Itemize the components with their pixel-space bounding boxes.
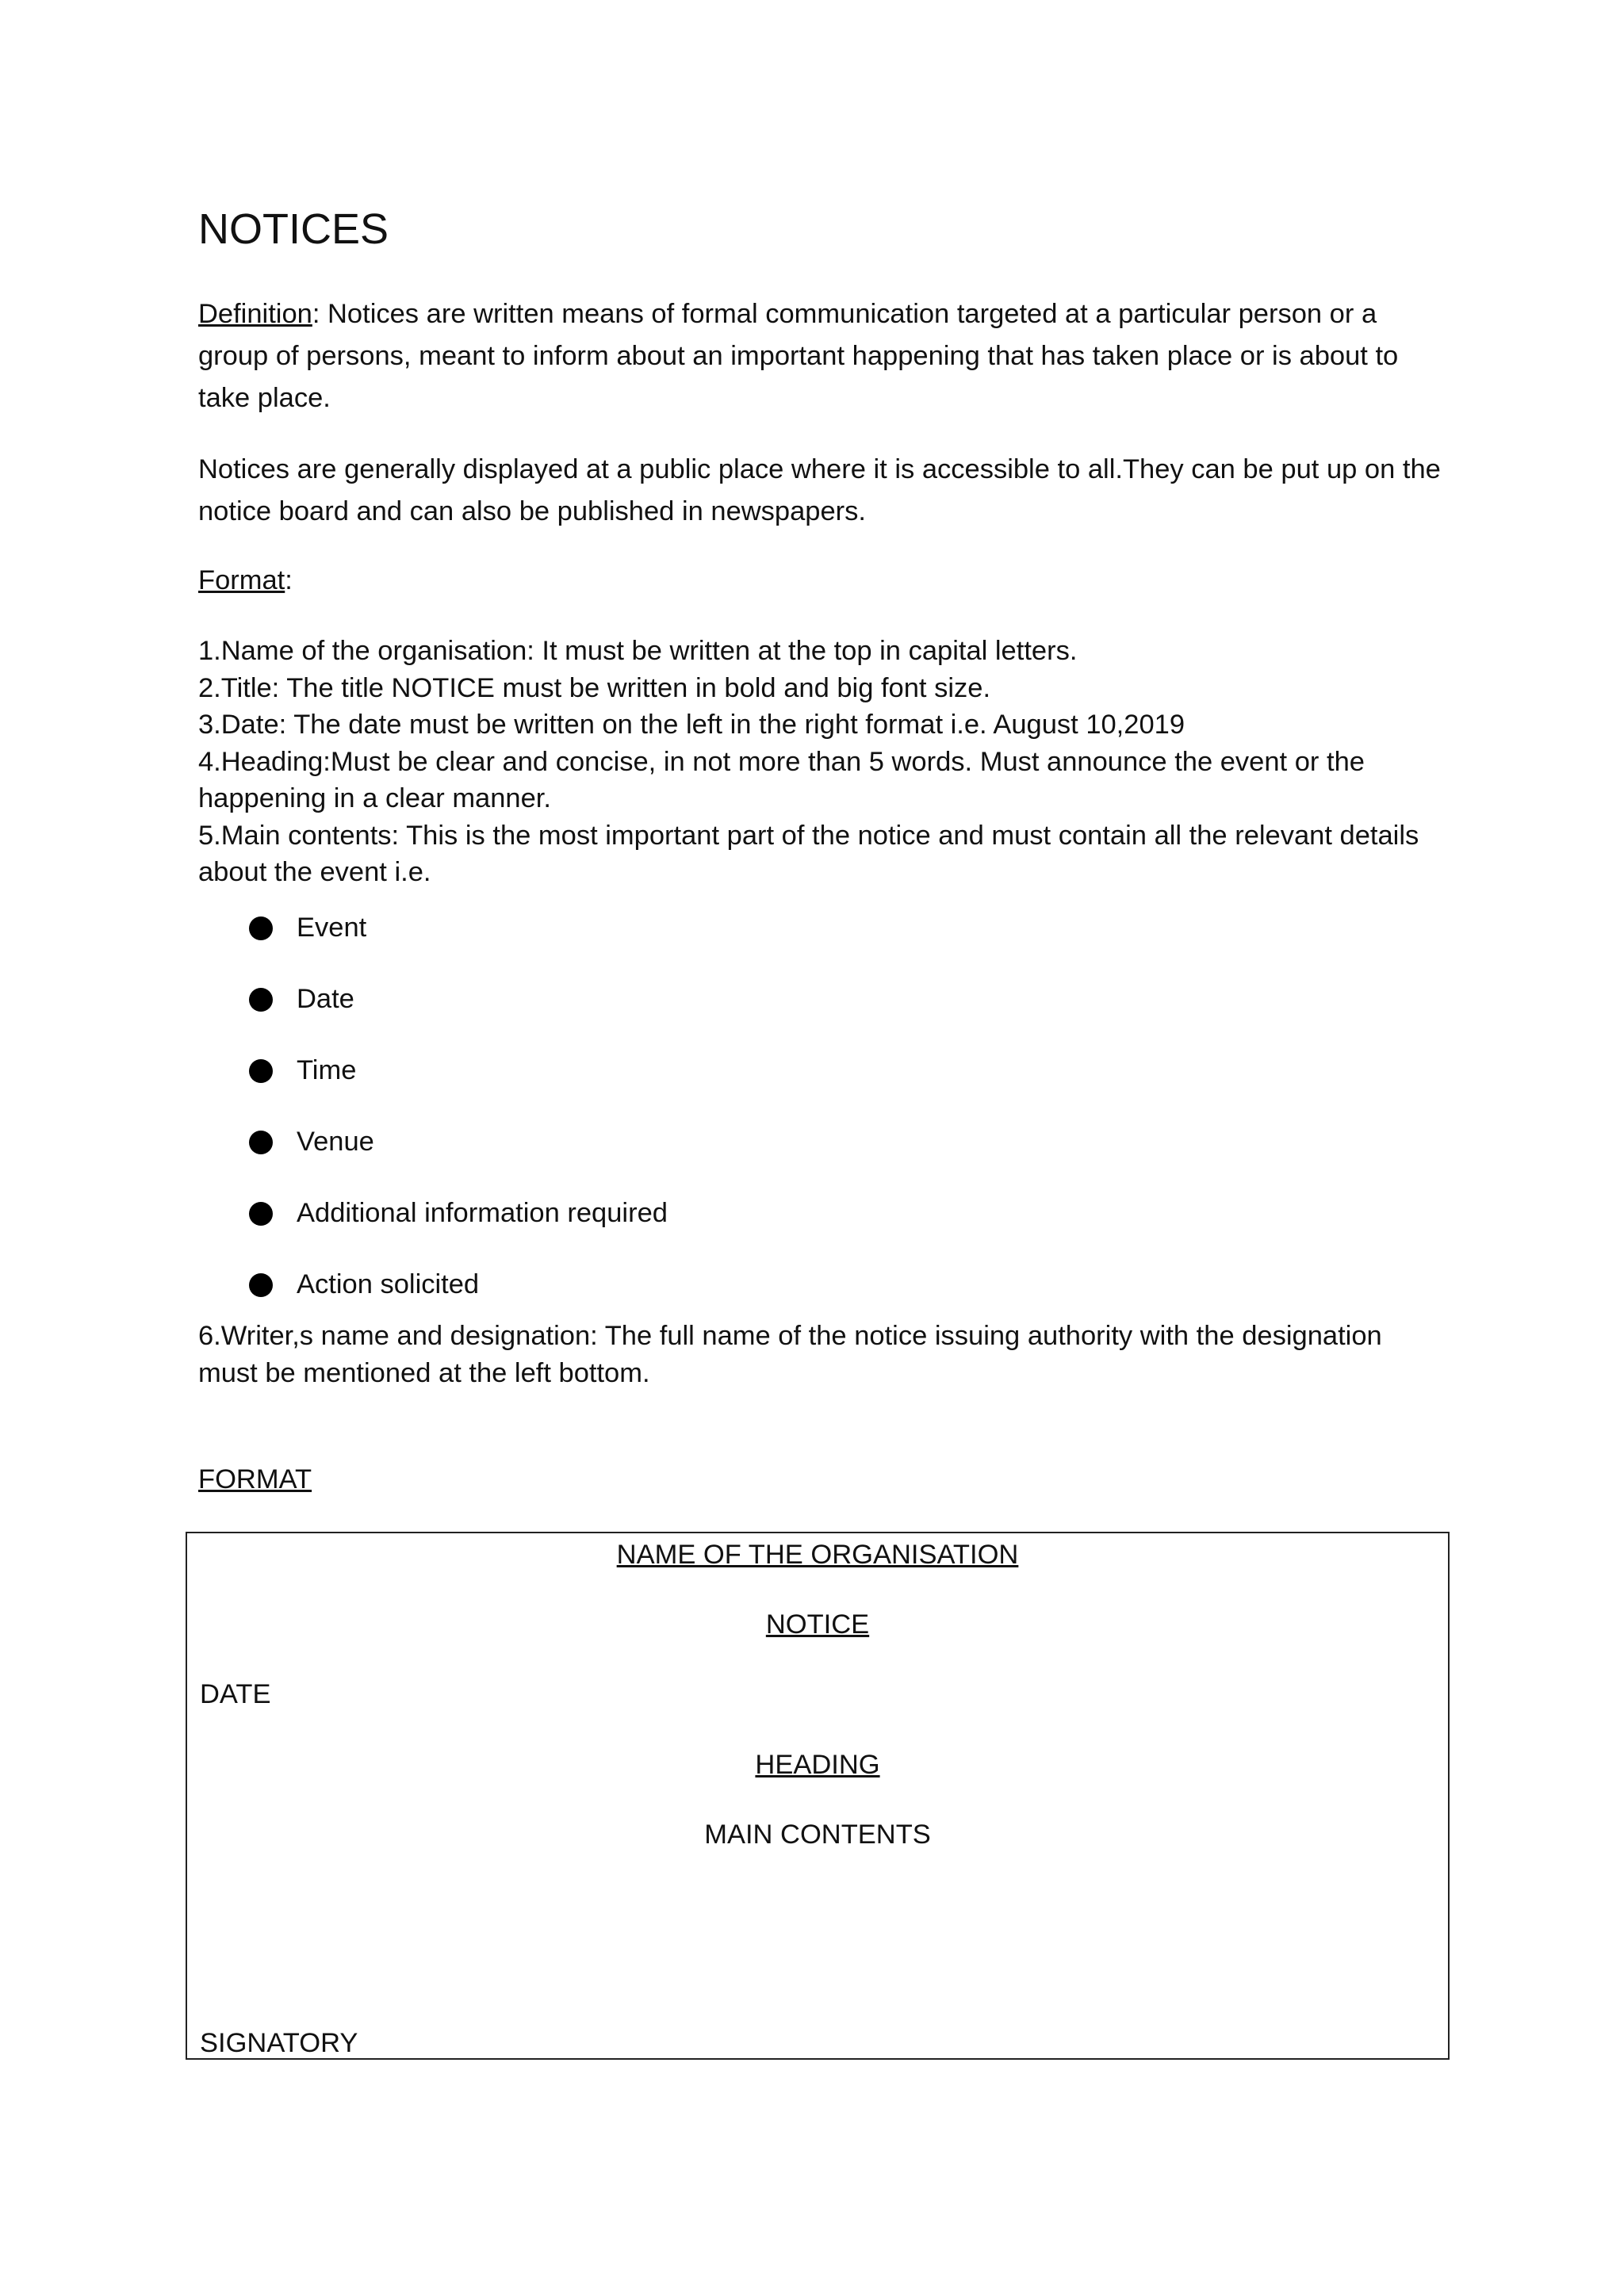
format-point-1: 1.Name of the organisation: It must be written at the top in capital letters. [198,636,1078,666]
page-title: NOTICES [198,205,389,253]
writer-point: 6.Writer,s name and designation: The full name of the notice issuing authority with the designation must be mentioned at the left bottom. [198,1321,1382,1388]
list-item: Venue [198,1119,668,1191]
box-main-contents: MAIN CONTENTS [704,1820,931,1850]
format-label: Format [198,565,285,595]
box-date: DATE [200,1679,271,1709]
display-paragraph: Notices are generally displayed at a public place where it is accessible to all.They can be put up on the notice board and can also be published in newspapers. [198,454,1441,526]
bullet-icon [249,1131,273,1154]
list-item: Event [198,905,668,977]
definition-text: : Notices are written means of formal communication targeted at a particular person or a group of persons, meant to inform about an important happening that has taken place or is about to take place. [198,299,1399,413]
list-item: Time [198,1048,668,1119]
list-item: Date [198,977,668,1048]
list-item: Action solicited [198,1262,668,1334]
format-heading: FORMAT [198,1464,312,1494]
format-points-list [198,633,1443,891]
list-item: Additional information required [198,1191,668,1262]
format-label-paragraph [198,560,1443,602]
box-organisation: NAME OF THE ORGANISATION [616,1540,1019,1570]
main-content-items-list [198,905,668,1334]
notice-format-box [186,1532,1450,2060]
format-point-2: 2.Title: The title NOTICE must be written in bold and big font size. [198,672,991,703]
box-notice: NOTICE [765,1609,870,1640]
box-heading: HEADING [755,1750,880,1780]
bullet-icon [249,988,273,1012]
format-point-5: 5.Main contents: This is the most important part of the notice and must contain all the relevant details about the event i.e. [198,820,1419,887]
bullet-icon [249,1059,273,1083]
bullet-icon [249,1273,273,1297]
definition-label: Definition [198,299,312,329]
definition-paragraph [198,293,1443,419]
box-signatory: SIGNATORY [200,2028,358,2058]
bullet-icon [249,916,273,940]
format-colon: : [285,565,293,595]
bullet-icon [249,1202,273,1226]
format-point-4: 4.Heading:Must be clear and concise, in not more than 5 words. Must announce the event or the happening in a clear manner. [198,746,1365,813]
format-point-3: 3.Date: The date must be written on the left in the right format i.e. August 10,2019 [198,710,1185,740]
